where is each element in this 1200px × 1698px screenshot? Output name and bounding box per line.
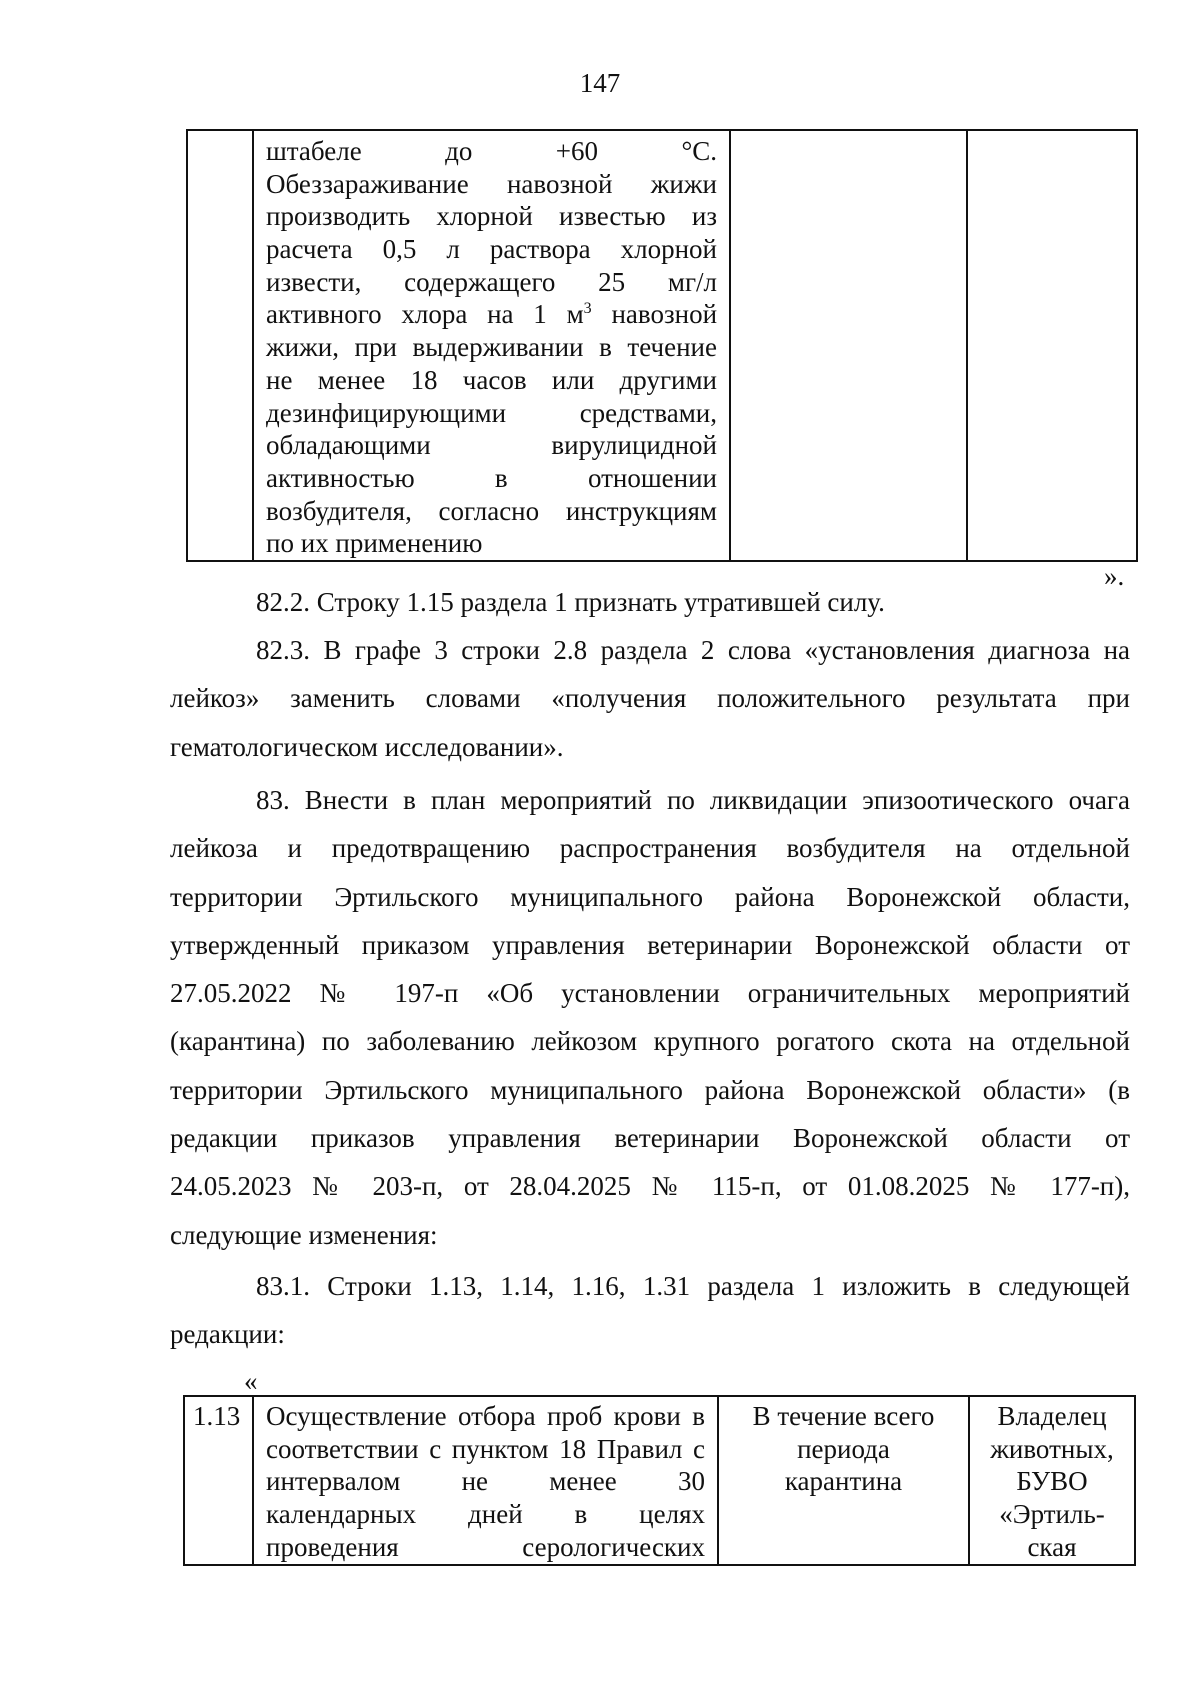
paragraph-83 <box>170 776 1130 1259</box>
text-line: по их применению <box>266 528 483 559</box>
paragraph-line: следующие изменения: <box>170 1219 438 1250</box>
text-line: не менее 18 часов или другими <box>266 364 717 395</box>
paragraph-82-2 <box>170 578 1130 626</box>
closing-quote: ». <box>1104 561 1125 591</box>
text-line: Обеззараживание навозной жижи <box>266 168 717 199</box>
text-line: Осуществление отбора проб крови в <box>266 1401 705 1431</box>
cell-number <box>187 130 253 561</box>
paragraph-line: территории Эртильского муниципального района Воронежской области» (в <box>170 1074 1130 1105</box>
text-line: БУВО <box>1016 1466 1088 1497</box>
text-line: проведения серологических <box>266 1531 705 1562</box>
text-line: возбудителя, согласно инструкциям <box>266 495 717 526</box>
text-line: расчета 0,5 л раствора хлорной <box>266 234 717 265</box>
opening-quote: « <box>244 1366 258 1396</box>
cell-description <box>253 1396 718 1565</box>
paragraph-line: редакции: <box>170 1319 285 1350</box>
text-line: карантина <box>784 1466 903 1497</box>
paragraph-line: 82.3. В графе 3 строки 2.8 раздела 2 слова «установления диагноза на <box>256 635 1130 665</box>
paragraph-line: 24.05.2023 № 203-п, от 28.04.2025 № 115-п, от 01.08.2025 № 177-п), <box>170 1171 1130 1202</box>
table-bottom-fragment <box>183 1395 1136 1566</box>
text-line: активностью в отношении <box>266 462 717 493</box>
cell-responsible <box>967 130 1137 561</box>
text-line: дезинфицирующими средствами, <box>266 397 717 428</box>
paragraph-line: лейкоз» заменить словами «получения положительного результата при <box>170 683 1130 714</box>
text-part: навозной <box>611 299 718 330</box>
paragraph-line: 83.1. Строки 1.13, 1.14, 1.16, 1.31 раздела 1 изложить в следующей <box>256 1271 1130 1301</box>
text-line: «Эртиль- <box>999 1499 1105 1530</box>
text-line <box>266 298 717 331</box>
text-line: Владелец <box>997 1401 1107 1431</box>
paragraph-82-3 <box>170 626 1130 771</box>
paragraph-line: гематологическом исследовании». <box>170 731 564 762</box>
paragraph-line: лейкоза и предотвращению распространения возбудителя на отдельной <box>170 833 1130 864</box>
row-number: 1.13 <box>184 1396 253 1565</box>
text-line: штабеле до +60 °С. <box>266 136 717 166</box>
paragraph-line: 82.2. Строку 1.15 раздела 1 признать утратившей силу. <box>256 587 885 617</box>
paragraph-line: утвержденный приказом управления ветеринарии Воронежской области от <box>170 929 1130 960</box>
text-line: производить хлорной известью из <box>266 201 717 232</box>
text-line: извести, содержащего 25 мг/л <box>266 266 717 297</box>
text-line: интервалом не менее 30 <box>266 1466 705 1497</box>
text-line: жижи, при выдерживании в течение <box>266 332 717 363</box>
text-line: обладающими вирулицидной <box>266 430 717 461</box>
superscript: 3 <box>583 300 592 318</box>
text-line: календарных дней в целях <box>266 1499 705 1530</box>
paragraph-line: территории Эртильского муниципального района Воронежской области, <box>170 881 1130 912</box>
text-part: активного хлора на 1 $м^3$ <box>266 299 592 330</box>
text-line: соответствии с пунктом 18 Правил с <box>266 1433 705 1464</box>
paragraph-line: 27.05.2022 № 197-п «Об установлении ограничительных мероприятий <box>170 978 1130 1009</box>
paragraph-line: редакции приказов управления ветеринарии Воронежской области от <box>170 1123 1130 1154</box>
table-top-fragment <box>186 129 1138 562</box>
cell-period <box>718 1396 969 1565</box>
cell-text <box>253 130 730 561</box>
paragraph-line: 83. Внести в план мероприятий по ликвидации эпизоотического очага <box>256 785 1130 815</box>
text-line: В течение всего <box>752 1401 935 1431</box>
paragraph-83-1 <box>170 1262 1130 1359</box>
cell-responsible <box>969 1396 1135 1565</box>
text-line: животных, <box>990 1433 1114 1464</box>
page-number: 147 <box>579 68 621 98</box>
cell-period <box>730 130 967 561</box>
paragraph-line: (карантина) по заболеванию лейкозом крупного рогатого скота на отдельной <box>170 1026 1130 1057</box>
text-line: периода <box>797 1433 890 1464</box>
text-line: ская <box>1027 1531 1077 1562</box>
